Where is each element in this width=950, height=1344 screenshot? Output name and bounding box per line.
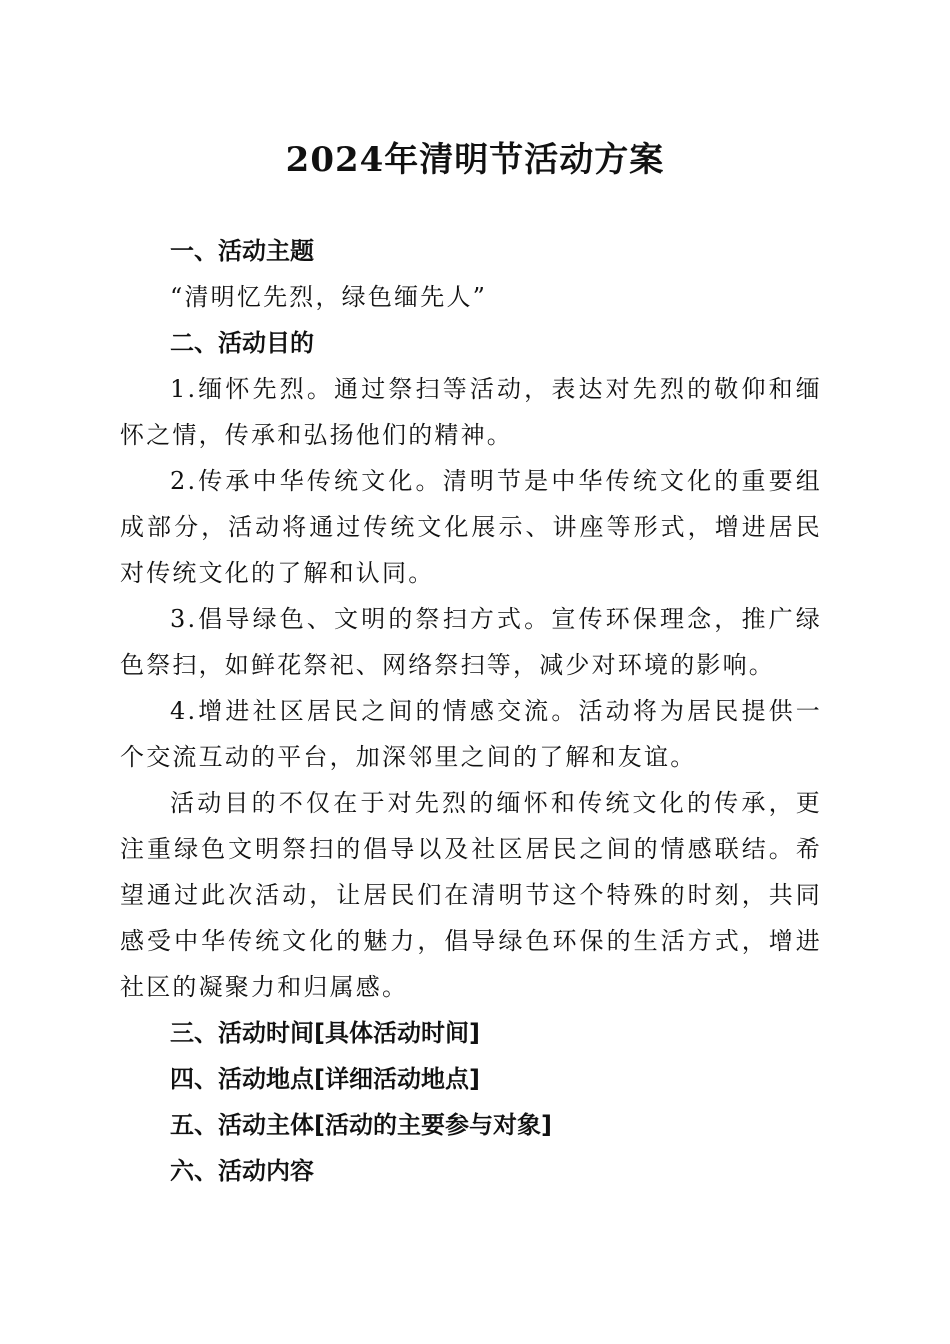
section-heading-content: 六、活动内容 — [170, 1157, 314, 1185]
section-heading-purpose: 二、活动目的 — [170, 329, 314, 357]
theme-slogan: “清明忆先烈，绿色缅先人” — [170, 283, 488, 311]
purpose-summary: 活动目的不仅在于对先烈的缅怀和传统文化的传承，更注重绿色文明祭扫的倡导以及社区居民之间的情感联结。希望通过此次活动，让居民们在清明节这个特殊的时刻，共同感受中华传统文化的魅力，倡导绿色环保的生活方式，增进社区的凝聚力和归属感。 — [120, 789, 822, 1001]
purpose-item-2: 2.传承中华传统文化。清明节是中华传统文化的重要组成部分，活动将通过传统文化展示、讲座等形式，增进居民对传统文化的了解和认同。 — [120, 467, 822, 587]
purpose-item-1: 1.缅怀先烈。通过祭扫等活动，表达对先烈的敬仰和缅怀之情，传承和弘扬他们的精神。 — [120, 375, 822, 449]
section-heading-theme: 一、活动主题 — [170, 237, 314, 265]
section-heading-location: 四、活动地点[详细活动地点] — [170, 1065, 480, 1093]
document-title: 2024年清明节活动方案 — [285, 140, 665, 180]
section-heading-participants: 五、活动主体[活动的主要参与对象] — [170, 1111, 552, 1139]
purpose-item-3: 3.倡导绿色、文明的祭扫方式。宣传环保理念，推广绿色祭扫，如鲜花祭祀、网络祭扫等，减少对环境的影响。 — [120, 605, 822, 679]
section-heading-time: 三、活动时间[具体活动时间] — [170, 1019, 480, 1047]
document-body — [120, 228, 822, 1194]
purpose-item-4: 4.增进社区居民之间的情感交流。活动将为居民提供一个交流互动的平台，加深邻里之间的了解和友谊。 — [120, 697, 822, 771]
